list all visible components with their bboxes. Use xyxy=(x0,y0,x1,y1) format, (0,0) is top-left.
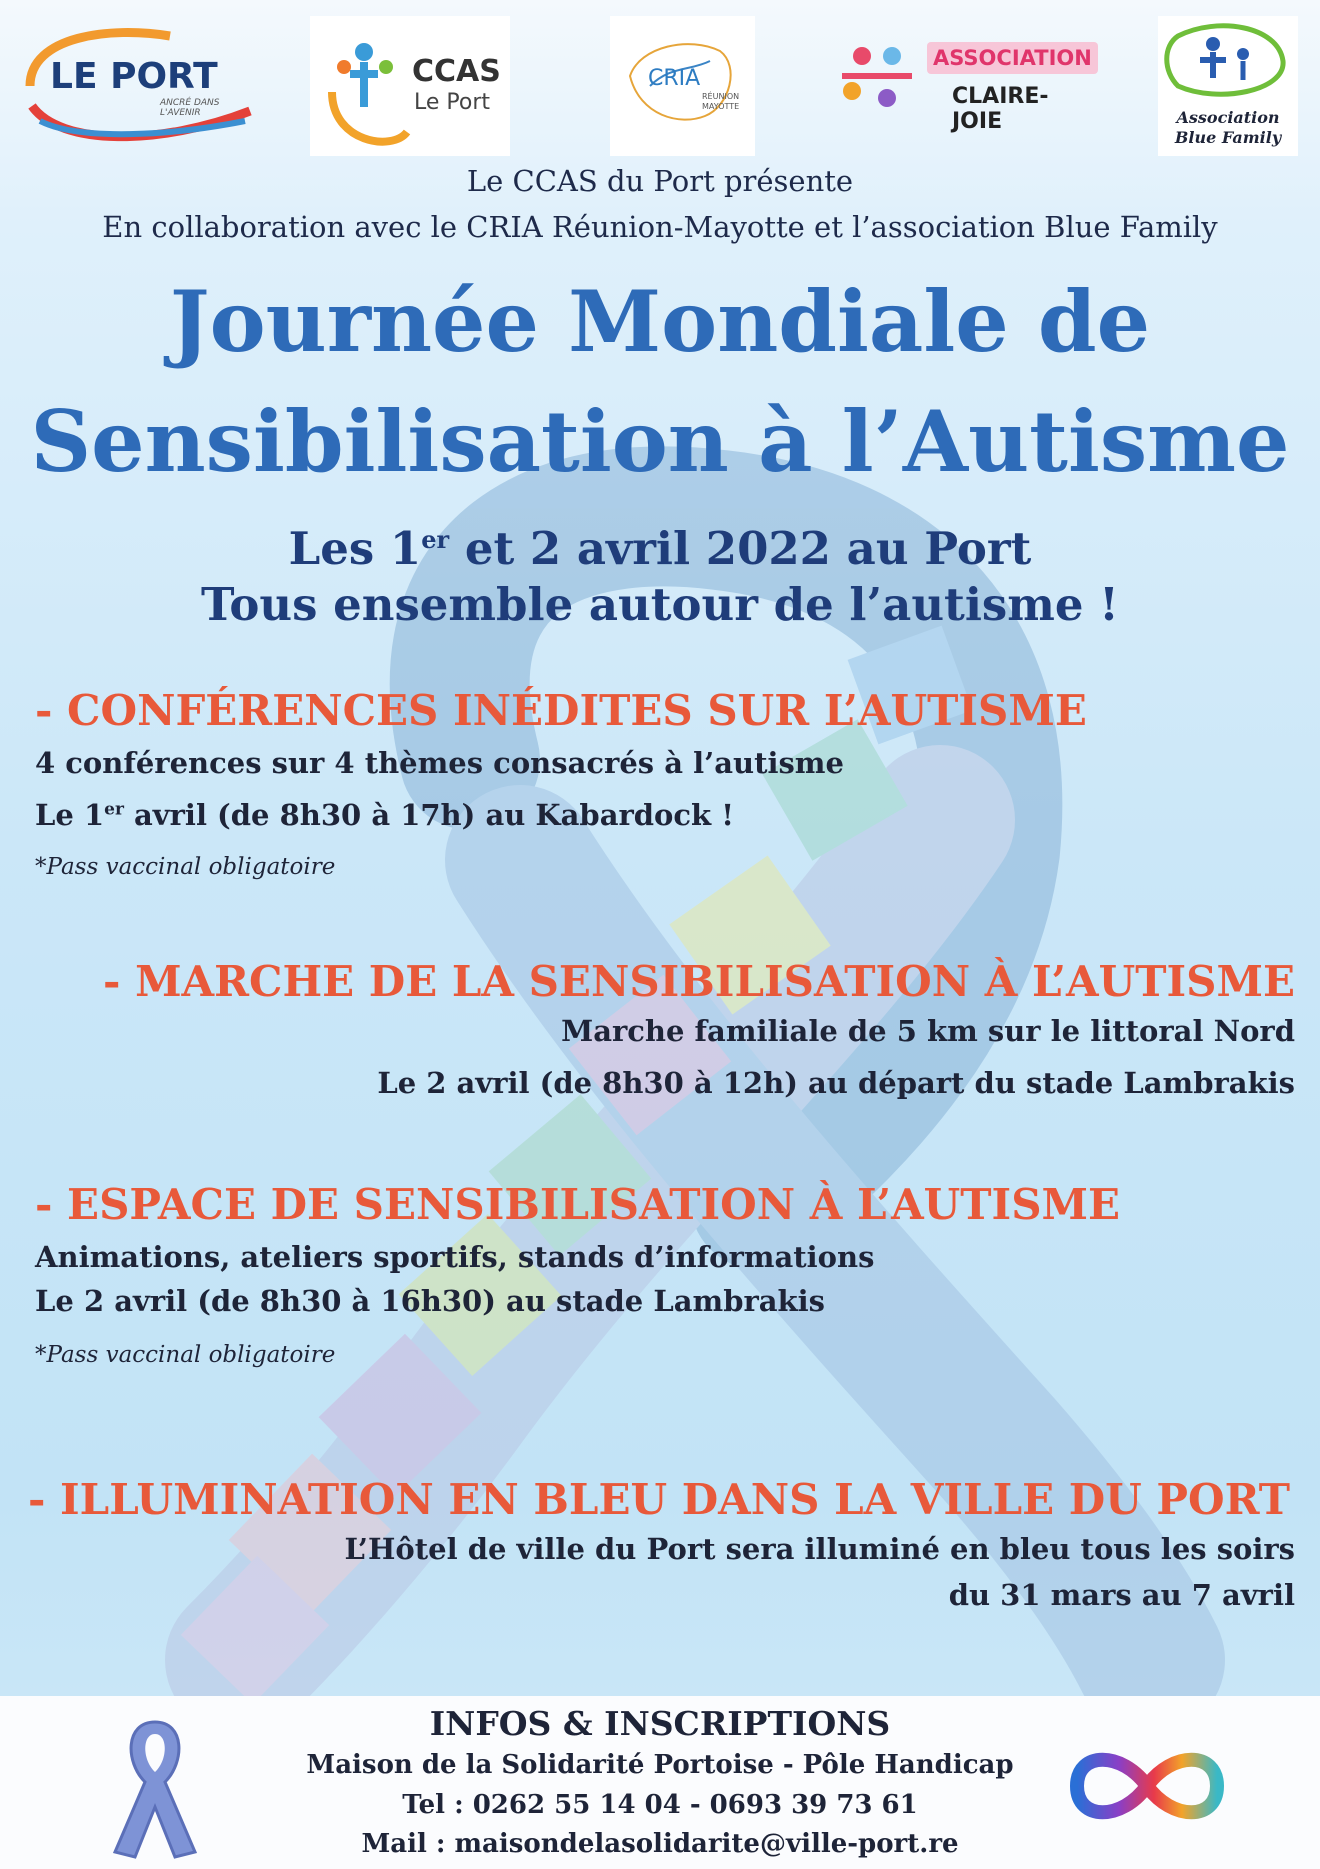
cria-logo xyxy=(610,16,755,156)
section-illumination-dates: du 31 mars au 7 avril xyxy=(948,1578,1295,1612)
le-port-name: LE PORT xyxy=(50,56,218,97)
section-espace-title: - ESPACE DE SENSIBILISATION À L’AUTISME xyxy=(35,1180,1121,1229)
footer-place: Maison de la Solidarité Portoise - Pôle Handicap xyxy=(306,1750,1014,1780)
le-port-logo xyxy=(20,16,260,156)
partner-logos xyxy=(0,0,1320,165)
ccas-title: CCAS xyxy=(412,54,501,89)
blue-family-logo xyxy=(1158,16,1298,156)
event-dates-suffix: et 2 avril 2022 au Port xyxy=(449,522,1032,575)
cria-region-2: MAYOTTE xyxy=(702,102,740,111)
section-conferences-title: - CONFÉRENCES INÉDITES SUR L’AUTISME xyxy=(35,686,1087,735)
event-title-line2: Sensibilisation à l’Autisme xyxy=(30,392,1290,491)
event-slogan: Tous ensemble autour de l’autisme ! xyxy=(201,578,1119,631)
event-dates-sup: er xyxy=(421,525,450,554)
event-dates-prefix: Les 1 xyxy=(288,522,422,575)
claire-joie-line2: CLAIRE-JOIE xyxy=(952,84,1049,134)
section-espace-date: Le 2 avril (de 8h30 à 16h30) au stade Lambrakis xyxy=(35,1284,825,1318)
footer-contact xyxy=(0,1696,1320,1869)
event-dates xyxy=(0,522,1320,575)
section-marche-date: Le 2 avril (de 8h30 à 12h) au départ du stade Lambrakis xyxy=(377,1066,1295,1100)
ccas-logo xyxy=(310,16,510,156)
conferences-date-prefix: Le 1 xyxy=(35,798,105,832)
section-illumination-desc: L’Hôtel de ville du Port sera illuminé en bleu tous les soirs xyxy=(344,1532,1295,1566)
le-port-tagline: ANCRÉ DANS L'AVENIR xyxy=(160,98,220,118)
section-conferences-date xyxy=(35,798,734,832)
blue-family-line2: Blue Family xyxy=(1174,128,1282,147)
footer-phone[interactable]: Tel : 0262 55 14 04 - 0693 39 73 61 xyxy=(402,1790,918,1820)
intro-presenter: Le CCAS du Port présente xyxy=(466,164,854,198)
infinity-icon xyxy=(1062,1736,1232,1836)
section-conferences-note: *Pass vaccinal obligatoire xyxy=(35,854,336,880)
blue-family-line1: Association xyxy=(1176,108,1280,127)
cria-region-1: RÉUNION xyxy=(702,92,740,101)
section-illumination-title: - ILLUMINATION EN BLEU DANS LA VILLE DU PORT xyxy=(27,1475,1290,1524)
section-marche-desc: Marche familiale de 5 km sur le littoral Nord xyxy=(561,1014,1295,1048)
section-marche-title: - MARCHE DE LA SENSIBILISATION À L’AUTISME xyxy=(103,957,1295,1006)
event-title-line1: Journée Mondiale de xyxy=(169,272,1151,371)
claire-joie-line1: ASSOCIATION xyxy=(927,42,1098,74)
claire-joie-logo xyxy=(832,16,1092,156)
cria-name: CRIA xyxy=(648,66,701,91)
section-espace-desc: Animations, ateliers sportifs, stands d’informations xyxy=(35,1240,875,1274)
footer-heading: INFOS & INSCRIPTIONS xyxy=(429,1704,891,1743)
conferences-date-sup: er xyxy=(104,799,124,820)
section-conferences-desc: 4 conférences sur 4 thèmes consacrés à l’autisme xyxy=(35,746,844,780)
footer-email[interactable]: Mail : maisondelasolidarite@ville-port.re xyxy=(361,1829,959,1859)
section-espace-note: *Pass vaccinal obligatoire xyxy=(35,1342,336,1368)
intro-collaboration: En collaboration avec le CRIA Réunion-Mayotte et l’association Blue Family xyxy=(102,210,1218,244)
ccas-subtitle: Le Port xyxy=(414,90,491,115)
conferences-date-suffix: avril (de 8h30 à 17h) au Kabardock ! xyxy=(123,798,734,832)
